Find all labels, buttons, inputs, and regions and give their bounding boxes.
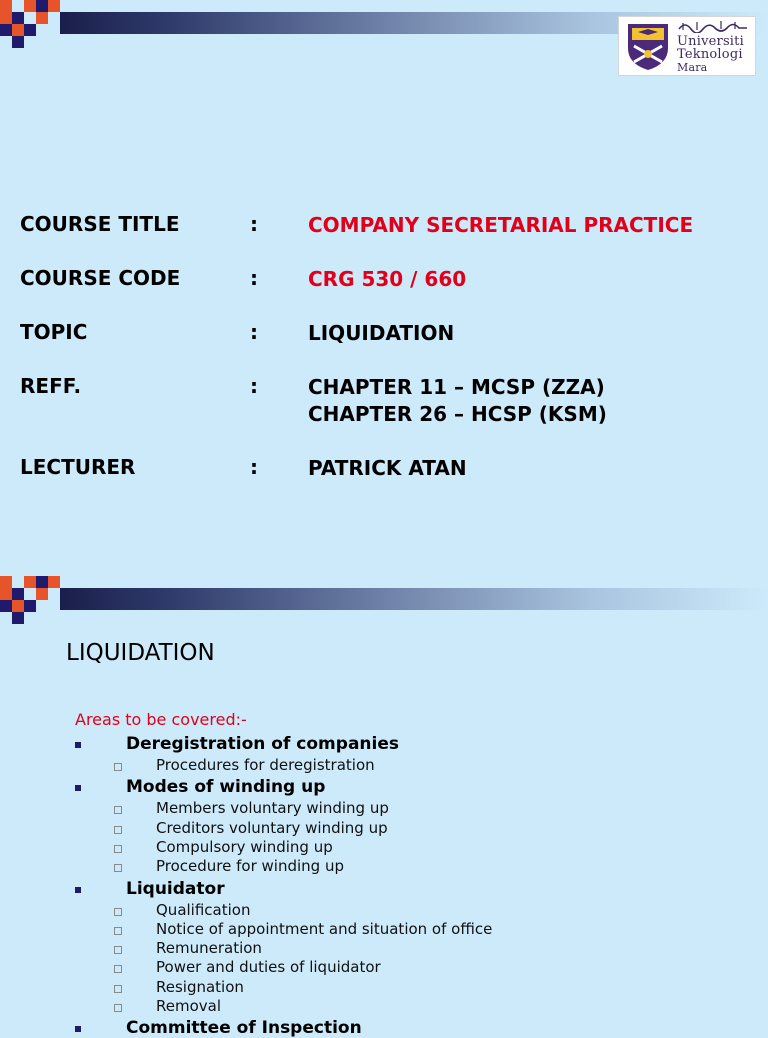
outline-item: Deregistration of companies bbox=[126, 734, 399, 754]
course-title-value: COMPANY SECRETARIAL PRACTICE bbox=[308, 213, 694, 237]
header-checker-decoration bbox=[0, 0, 60, 48]
outline-subitem: Procedures for deregistration bbox=[156, 756, 375, 774]
logo-text-line3: Mara bbox=[677, 61, 708, 74]
row-colon: : bbox=[250, 320, 258, 344]
sub-bullet-icon bbox=[114, 985, 122, 993]
outline-subitem: Qualification bbox=[156, 900, 251, 919]
outline-subitem: Notice of appointment and situation of office bbox=[156, 919, 493, 938]
outline-bullet-icon bbox=[75, 1026, 81, 1032]
reference-value-1: CHAPTER 11 – MCSP (ZZA) bbox=[308, 375, 605, 399]
row-colon: : bbox=[250, 212, 258, 236]
outline-item: Liquidator bbox=[126, 878, 225, 899]
sub-bullet-icon bbox=[114, 946, 122, 954]
topic-value: LIQUIDATION bbox=[308, 321, 455, 345]
outline-subitem: Removal bbox=[156, 997, 222, 1015]
slide-title: LIQUIDATION bbox=[66, 640, 215, 666]
outline-subitem: Creditors voluntary winding up bbox=[156, 818, 388, 837]
header-gradient-bar bbox=[60, 588, 768, 610]
uitm-crest-icon bbox=[624, 20, 672, 72]
uitm-logo bbox=[618, 16, 756, 76]
jawi-script-logotype bbox=[677, 19, 749, 33]
outline-subitem: Members voluntary winding up bbox=[156, 799, 389, 818]
row-label: LECTURER bbox=[20, 455, 136, 479]
content-slide bbox=[0, 570, 768, 1038]
sub-bullet-icon bbox=[114, 927, 122, 935]
sub-bullet-icon bbox=[114, 806, 122, 814]
sub-bullet-icon bbox=[114, 763, 122, 771]
course-code-value: CRG 530 / 660 bbox=[308, 267, 467, 291]
sub-bullet-icon bbox=[114, 1004, 122, 1012]
outline-bullet-icon bbox=[75, 785, 81, 791]
outline-subitem: Resignation bbox=[156, 977, 244, 996]
outline-subitem: Procedure for winding up bbox=[156, 857, 344, 876]
sub-bullet-icon bbox=[114, 864, 122, 872]
sub-bullet-icon bbox=[114, 965, 122, 973]
row-colon: : bbox=[250, 266, 258, 290]
outline-bullet-icon bbox=[75, 887, 81, 893]
row-colon: : bbox=[250, 374, 258, 398]
logo-text-line1: Universiti bbox=[677, 34, 744, 49]
row-label: COURSE CODE bbox=[20, 266, 181, 290]
outline-item: Modes of winding up bbox=[126, 777, 326, 798]
row-label: TOPIC bbox=[20, 320, 88, 344]
outline-item: Committee of Inspection bbox=[126, 1018, 362, 1038]
header-checker-decoration bbox=[0, 576, 60, 624]
areas-heading: Areas to be covered:- bbox=[75, 710, 247, 729]
row-label: COURSE TITLE bbox=[20, 212, 180, 236]
sub-bullet-icon bbox=[114, 908, 122, 916]
sub-bullet-icon bbox=[114, 826, 122, 834]
sub-bullet-icon bbox=[114, 845, 122, 853]
reference-value-2: CHAPTER 26 – HCSP (KSM) bbox=[308, 402, 607, 426]
outline-subitem: Compulsory winding up bbox=[156, 837, 333, 856]
outline-subitem: Power and duties of liquidator bbox=[156, 958, 381, 977]
outline-subitem: Remuneration bbox=[156, 939, 262, 958]
lecturer-value: PATRICK ATAN bbox=[308, 456, 467, 480]
logo-text-line2: Teknologi bbox=[677, 47, 743, 62]
outline-bullet-icon bbox=[75, 742, 81, 748]
row-label: REFF. bbox=[20, 374, 82, 398]
row-colon: : bbox=[250, 455, 258, 479]
